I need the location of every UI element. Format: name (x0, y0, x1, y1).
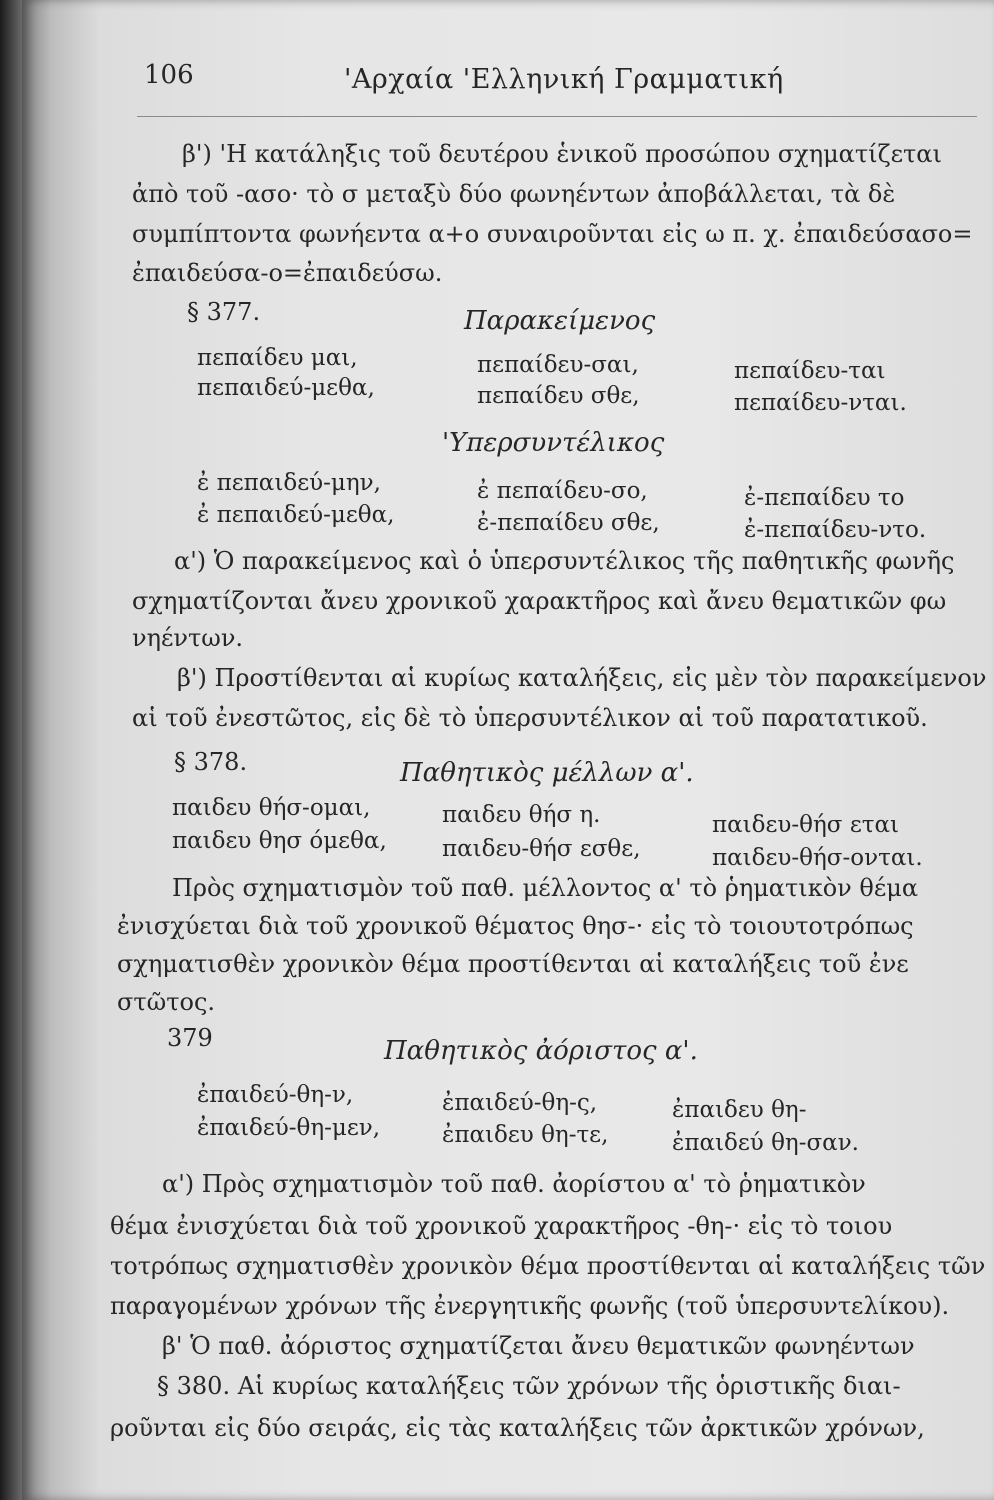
running-title: 'Αρχαία 'Ελληνική Γραμματική (344, 64, 784, 95)
section-378-number: § 378. (174, 748, 248, 776)
sec377-beta-line-2: αἱ τοῦ ἐνεστῶτος, εἰς δὲ τὸ ὑπερσυντέλικον αἱ τοῦ παρατατικοῦ. (132, 704, 928, 732)
sec379-alpha-line-1: α') Πρὸς σχηματισμὸν τοῦ παθ. ἀορίστου α' τὸ ῥηματικὸν (162, 1170, 866, 1198)
paradigm-cell: ἐπαιδεύ θη-σαν. (672, 1130, 859, 1156)
pluperfect-title: 'Υπερσυντέλικος (442, 428, 665, 458)
paradigm-cell: ἐπαιδεύ-θη-ς, (442, 1090, 598, 1116)
paradigm-cell: ἐ-πεπαίδευ-ντο. (744, 517, 927, 543)
paradigm-cell: πεπαίδευ-ται (734, 358, 886, 384)
sec380-line-1: § 380. Αἱ κυρίως καταλήξεις τῶν χρόνων τῆς ὁριστικῆς διαι- (157, 1372, 901, 1400)
paradigm-cell: πεπαίδευ σθε, (477, 383, 640, 409)
paradigm-cell: ἐπαιδεύ-θη-ν, (197, 1082, 354, 1108)
para-beta-line-4: ἐπαιδεύσα-ο=ἐπαιδεύσω. (132, 259, 443, 287)
para-beta-line-2: ἀπὸ τοῦ -ασο· τὸ σ μεταξὺ δύο φωνηέντων ἀποβάλλεται, τὰ δὲ (132, 180, 896, 208)
sec377-alpha-line-2: σχηματίζονται ἄνευ χρονικοῦ χαρακτῆρος καὶ ἄνευ θεματικῶν φω (132, 587, 947, 615)
sec377-alpha-line-3: νηέντων. (132, 624, 244, 652)
sec379-beta-line: β' Ὁ παθ. ἀόριστος σχηματίζεται ἄνευ θεματικῶν φωνηέντων (162, 1332, 915, 1360)
sec378-para-line-3: σχηματισθὲν χρονικὸν θέμα προστίθενται αἱ καταλήξεις τοῦ ἐνε (117, 950, 909, 978)
para-beta-line-1: β') 'Η κατάληξις τοῦ δευτέρου ἑνικοῦ προσώπου σχηματίζεται (182, 140, 942, 168)
section-377-number: § 377. (187, 298, 261, 326)
paradigm-cell: ἐ-πεπαίδευ το (744, 485, 905, 511)
sec379-alpha-line-3: τοτρόπως σχηματισθὲν χρονικὸν θέμα προστίθενται αἱ καταλήξεις τῶν (110, 1252, 986, 1280)
paradigm-cell: ἐ πεπαιδεύ-μην, (197, 470, 381, 496)
para-beta-line-3: συμπίπτοντα φωνήεντα α+ο συναιροῦνται εἰς ω π. χ. ἐπαιδεύσασο= (132, 220, 973, 248)
section-377-title: Παρακείμενος (464, 306, 656, 336)
paradigm-cell: ἐπαιδεύ-θη-μεν, (197, 1115, 381, 1141)
sec380-line-2: ροῦνται εἰς δύο σειράς, εἰς τὰς καταλήξεις τῶν ἀρκτικῶν χρόνων, (110, 1414, 925, 1442)
paradigm-cell: παιδευ θήσ-ομαι, (172, 795, 371, 821)
paradigm-cell: πεπαίδευ-νται. (734, 390, 907, 416)
header-rule (137, 116, 977, 117)
paradigm-cell: παιδευ-θήσ εται (712, 812, 900, 838)
sec379-alpha-line-2: θέμα ἐνισχύεται διὰ τοῦ χρονικοῦ χαρακτῆρος -θη-· εἰς τὸ τοιου (110, 1212, 893, 1240)
paradigm-cell: παιδευ θησ όμεθα, (172, 828, 387, 854)
paradigm-cell: πεπαίδευ μαι, (197, 345, 358, 371)
paradigm-cell: ἐ πεπαιδεύ-μεθα, (197, 502, 395, 528)
paradigm-cell: παιδευ-θήσ-ονται. (712, 845, 923, 871)
section-379-title: Παθητικὸς ἀόριστος α'. (384, 1036, 698, 1066)
book-page (22, 0, 994, 1500)
book-spine (0, 0, 22, 1500)
paradigm-cell: ἐπαιδευ θη-τε, (442, 1122, 609, 1148)
sec378-para-line-4: στῶτος. (117, 988, 216, 1016)
section-378-title: Παθητικὸς μέλλων α'. (400, 758, 694, 788)
sec379-alpha-line-4: παραγομένων χρόνων τῆς ἐνεργητικῆς φωνῆς (τοῦ ὑπερσυντελίκου). (110, 1292, 950, 1320)
sec377-alpha-line-1: α') Ὁ παρακείμενος καὶ ὁ ὑπερσυντέλικος τῆς παθητικῆς φωνῆς (174, 547, 955, 575)
sec378-para-line-2: ἐνισχύεται διὰ τοῦ χρονικοῦ θέματος θησ-· εἰς τὸ τοιουτοτρόπως (117, 912, 914, 940)
page-number: 106 (144, 60, 194, 90)
sec377-beta-line-1: β') Προστίθενται αἱ κυρίως καταλήξεις, εἰς μὲν τὸν παρακείμενον (177, 664, 987, 692)
section-379-number: 379 (167, 1024, 213, 1052)
sec378-para-line-1: Πρὸς σχηματισμὸν τοῦ παθ. μέλλοντος α' τὸ ῥηματικὸν θέμα (172, 874, 919, 902)
paradigm-cell: ἐ πεπαίδευ-σο, (477, 478, 648, 504)
paradigm-cell: πεπαίδευ-σαι, (477, 352, 639, 378)
paradigm-cell: πεπαιδεύ-μεθα, (197, 375, 375, 401)
paradigm-cell: παιδευ θήσ η. (442, 802, 601, 828)
paradigm-cell: παιδευ-θήσ εσθε, (442, 836, 641, 862)
paradigm-cell: ἐ-πεπαίδευ σθε, (477, 510, 660, 536)
paradigm-cell: ἐπαιδευ θη- (672, 1097, 807, 1123)
